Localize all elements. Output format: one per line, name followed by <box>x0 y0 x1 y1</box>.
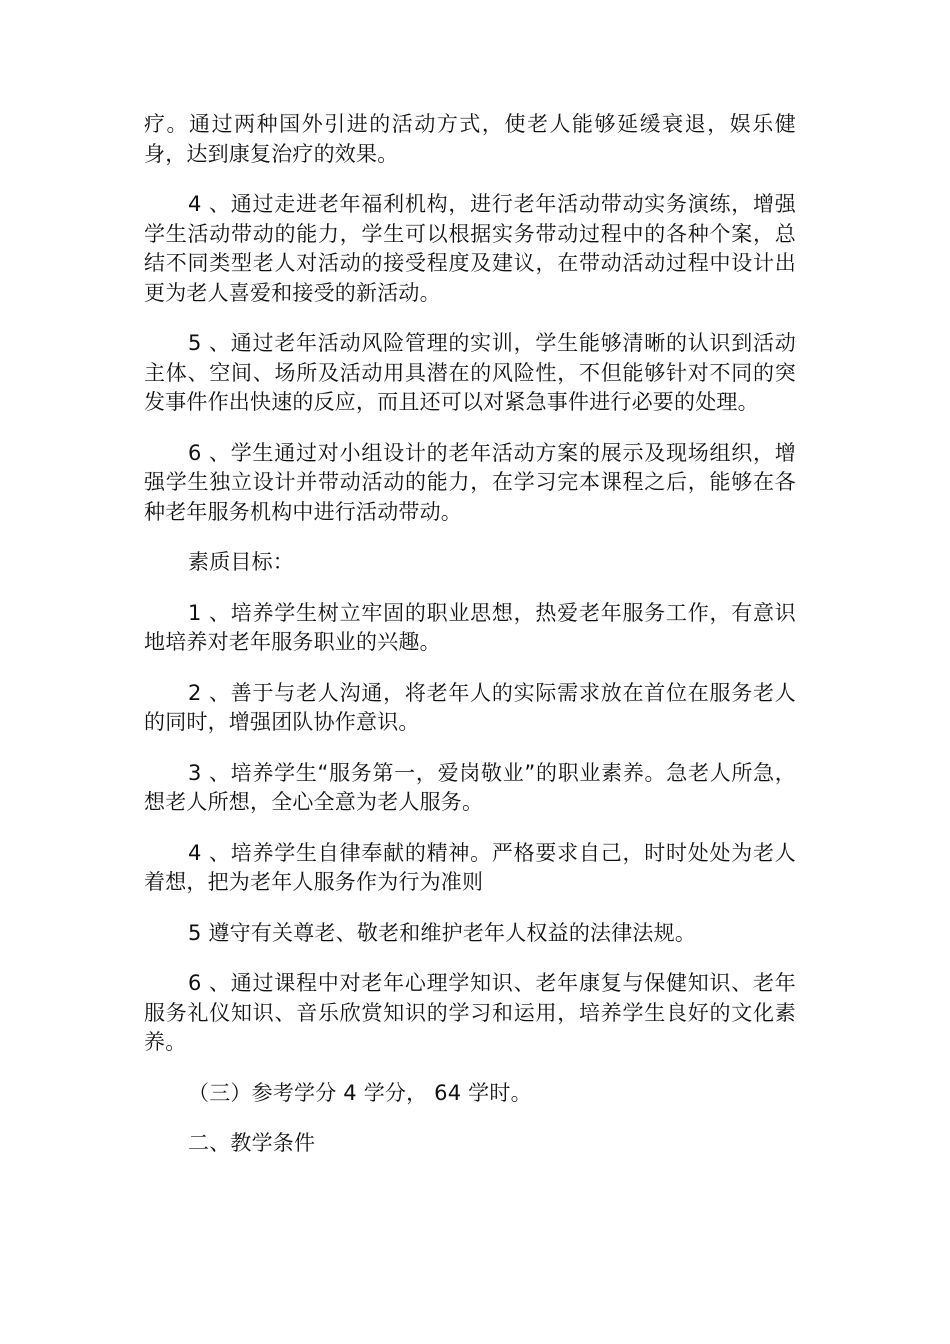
paragraph-quality-3: 3 、培养学生“服务第一，爱岗敬业”的职业素养。急老人所急，想老人所想，全心全意为老人服务。 <box>144 760 796 814</box>
paragraph-skill-4: 4 、通过走进老年福利机构，进行老年活动带动实务演练，增强学生活动带动的能力，学生可以根据实务带动过程中的各种个案，总结不同类型老人对活动的接受程度及建议，在带动活动过程中设计出更为老人喜爱和接受的新活动。 <box>144 192 796 305</box>
paragraph-quality-1: 1 、培养学生树立牢固的职业思想，热爱老年服务工作，有意识地培养对老年服务职业的兴趣。 <box>144 600 796 654</box>
paragraph-quality-2: 2 、善于与老人沟通，将老年人的实际需求放在首位在服务老人的同时，增强团队协作意识。 <box>144 680 796 734</box>
paragraph-quality-6: 6 、通过课程中对老年心理学知识、老年康复与保健知识、老年服务礼仪知识、音乐欣赏知识的学习和运用，培养学生良好的文化素养。 <box>144 971 796 1054</box>
paragraph-skill-5: 5 、通过老年活动风险管理的实训，学生能够清晰的认识到活动主体、空间、场所及活动用具潜在的风险性，不但能够针对不同的突发事件作出快速的反应，而且还可以对紧急事件进行必要的处理。 <box>144 331 796 414</box>
paragraph-continuation: 疗。通过两种国外引进的活动方式，使老人能够延缓衰退，娱乐健身，达到康复治疗的效果。 <box>144 112 796 166</box>
section-heading-quality-goals: 素质目标： <box>188 550 294 574</box>
paragraph-quality-5: 5 遵守有关尊老、敬老和维护老年人权益的法律法规。 <box>188 920 697 945</box>
paragraph-skill-6: 6 、学生通过对小组设计的老年活动方案的展示及现场组织，增强学生独立设计并带动活动的能力，在学习完本课程之后，能够在各种老年服务机构中进行活动带动。 <box>144 440 796 524</box>
document-body <box>144 110 796 1180</box>
section-heading-teaching-conditions: 二、教学条件 <box>188 1131 316 1155</box>
paragraph-quality-4: 4 、培养学生自律奉献的精神。严格要求自己，时时处处为老人着想，把为老年人服务作为行为准则 <box>144 840 796 894</box>
paragraph-credits: （三）参考学分 4 学分， 64 学时。 <box>188 1080 532 1105</box>
